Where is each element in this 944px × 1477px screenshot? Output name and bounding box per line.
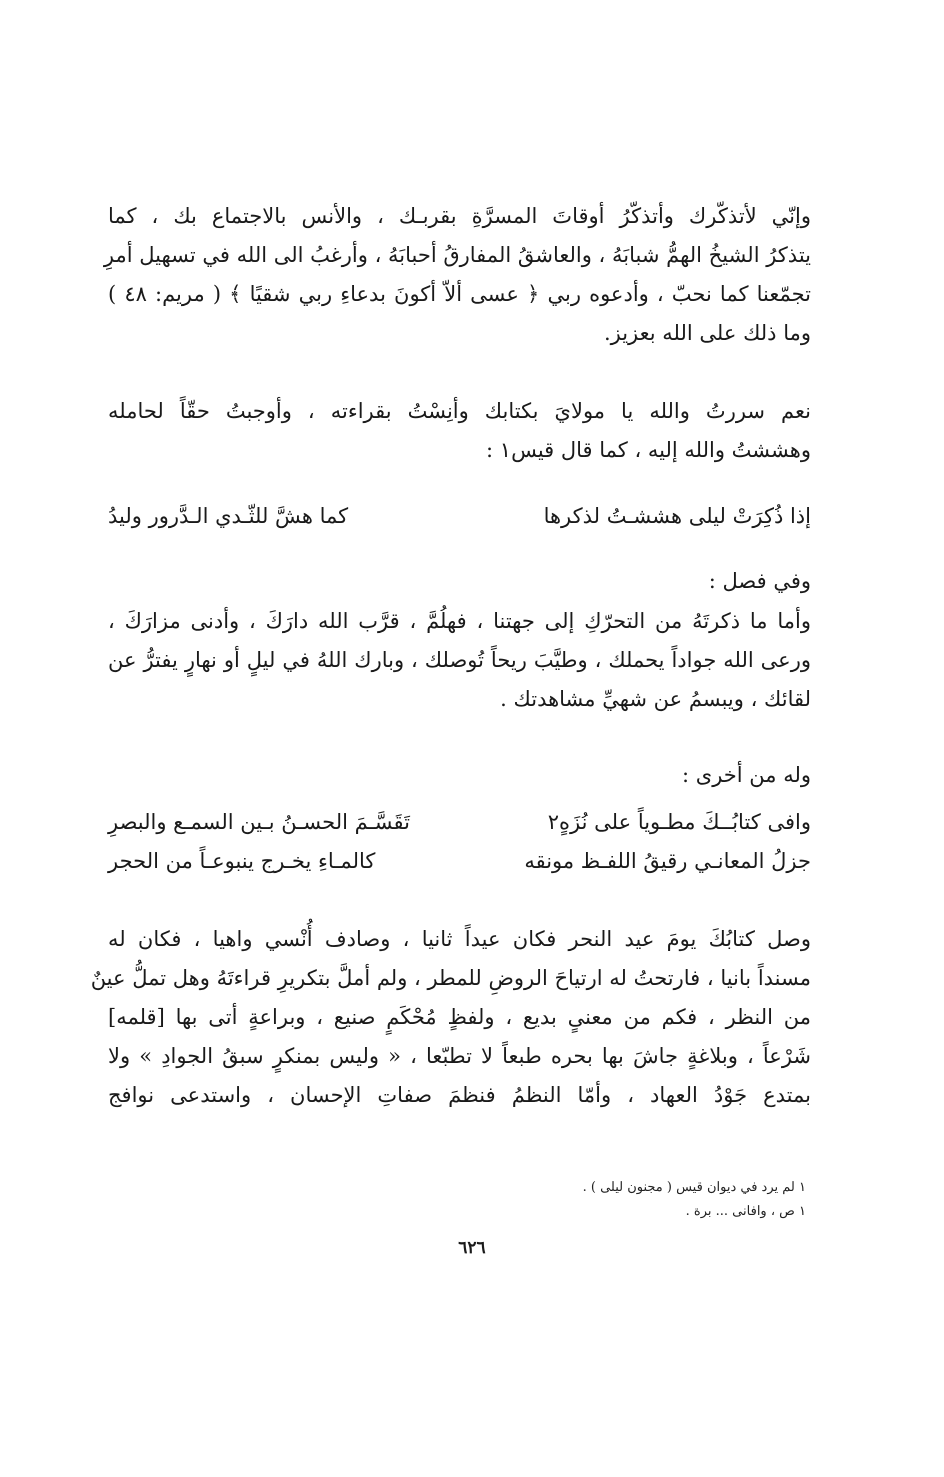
verse-line: [108, 500, 811, 532]
text-line: وهششتُ والله إليه ، كما قال قيس١ :: [486, 438, 811, 462]
paragraph-1: [103, 197, 811, 353]
text-line: من النظر ، فكم من معنىٍ بديع ، ولفظٍ مُحْكَمٍ صنيع ، وبراعةٍ أتى بها [قلمه]: [108, 1005, 811, 1029]
footnote: ١ ص ، وافانى ... برة .: [685, 1204, 806, 1219]
text-line: وأما ما ذكرتَهُ من التحرّكِ إلى جهتنا ، فهلُمَّ ، قرَّب الله دارَكَ ، وأدنى مزارَكَ ،: [108, 609, 811, 633]
section-heading: وله من أخرى :: [682, 763, 811, 787]
text-line: مسنداً بانيا ، فارتحتُ له ارتياحَ الروضِ للمطر ، ولم أملَّ بتكريرِ قراءتَهُ وهل تملُّ عينٌ: [90, 966, 811, 990]
verse-line: [108, 806, 811, 838]
verse-hemistich-left: تَقَسَّـمَ الحسـنُ بـين السمـع والبصرِ: [108, 810, 410, 834]
text-line: وإنّي لأتذكّرك وأتذكّرُ أوقاتَ المسرَّةِ بقربـك ، والأنس بالاجتماع بك ، كما: [108, 204, 811, 228]
verse-hemistich-left: كالمـاءِ يخـرج ينبوعـاً من الحجر: [108, 849, 376, 873]
text-line: ورعى الله جواداً يحملك ، وطيَّبَ ريحاً تُوصلك ، وبارك اللهُ في ليلٍ أو نهارٍ يفترُّ عن: [108, 648, 811, 672]
text-line: لقائك ، ويبسمُ عن شهيِّ مشاهدتك .: [500, 687, 811, 711]
paragraph-3: [108, 602, 811, 719]
verse-line: [108, 845, 811, 877]
text-line: شَرْعاً ، وبلاغةٍ جاشَ بها بحره طبعاً لا تطبّعا ، « وليس بمنكرٍ سبقُ الجوادِ » ولا: [108, 1044, 811, 1068]
verse-hemistich-right: إذا ذُكِرَتْ ليلى هششـتُ لذكرها: [543, 504, 811, 528]
footnotes: [583, 1176, 806, 1224]
verse-hemistich-left: كما هشَّ للثّـدي الـدَّرور وليدُ: [108, 504, 349, 528]
page-number: ٦٢٦: [458, 1238, 486, 1258]
paragraph-4: [90, 920, 811, 1115]
footnote: ١ لم يرد في ديوان قيس ( مجنون ليلى ) .: [582, 1180, 806, 1195]
paragraph-2: [108, 392, 811, 470]
section-heading: وفي فصل :: [708, 569, 811, 593]
text-line: يتذكرُ الشيخُ الهمُّ شبابَهُ ، والعاشقُ المفارقُ أحبابَهُ ، وأرغبُ الى الله في تسهيل أمرِ: [103, 243, 811, 267]
verse-hemistich-right: وافى كتابُــكَ مطـوياً على نُزَهٍ٢: [547, 810, 811, 834]
text-line: بمتدع جَوْدُ العهاد ، وأمّا النظمُ فنظمَ صفاتِ الإحسان ، واستدعى نوافج: [108, 1083, 811, 1107]
verse-hemistich-right: جزلُ المعانـي رقيقُ اللفـظ مونقه: [524, 849, 811, 873]
text-line: وصل كتابُكَ يومَ عيد النحر فكان عيداً ثانيا ، وصادف أُنْسي واهيا ، فكان له: [108, 927, 811, 951]
text-line: تجمّعنا كما نحبّ ، وأدعوه ربي ﴿ عسى ألاّ أكونَ بدعاءِ ربي شقيًا ﴾ ( مريم: ٤٨ ): [108, 282, 811, 306]
text-line: وما ذلك على الله بعزيز.: [603, 321, 811, 345]
text-line: نعم سررتُ والله يا مولايَ بكتابك وأنِسْتُ بقراءته ، وأوجبتُ حقّاً لحامله: [108, 399, 811, 423]
